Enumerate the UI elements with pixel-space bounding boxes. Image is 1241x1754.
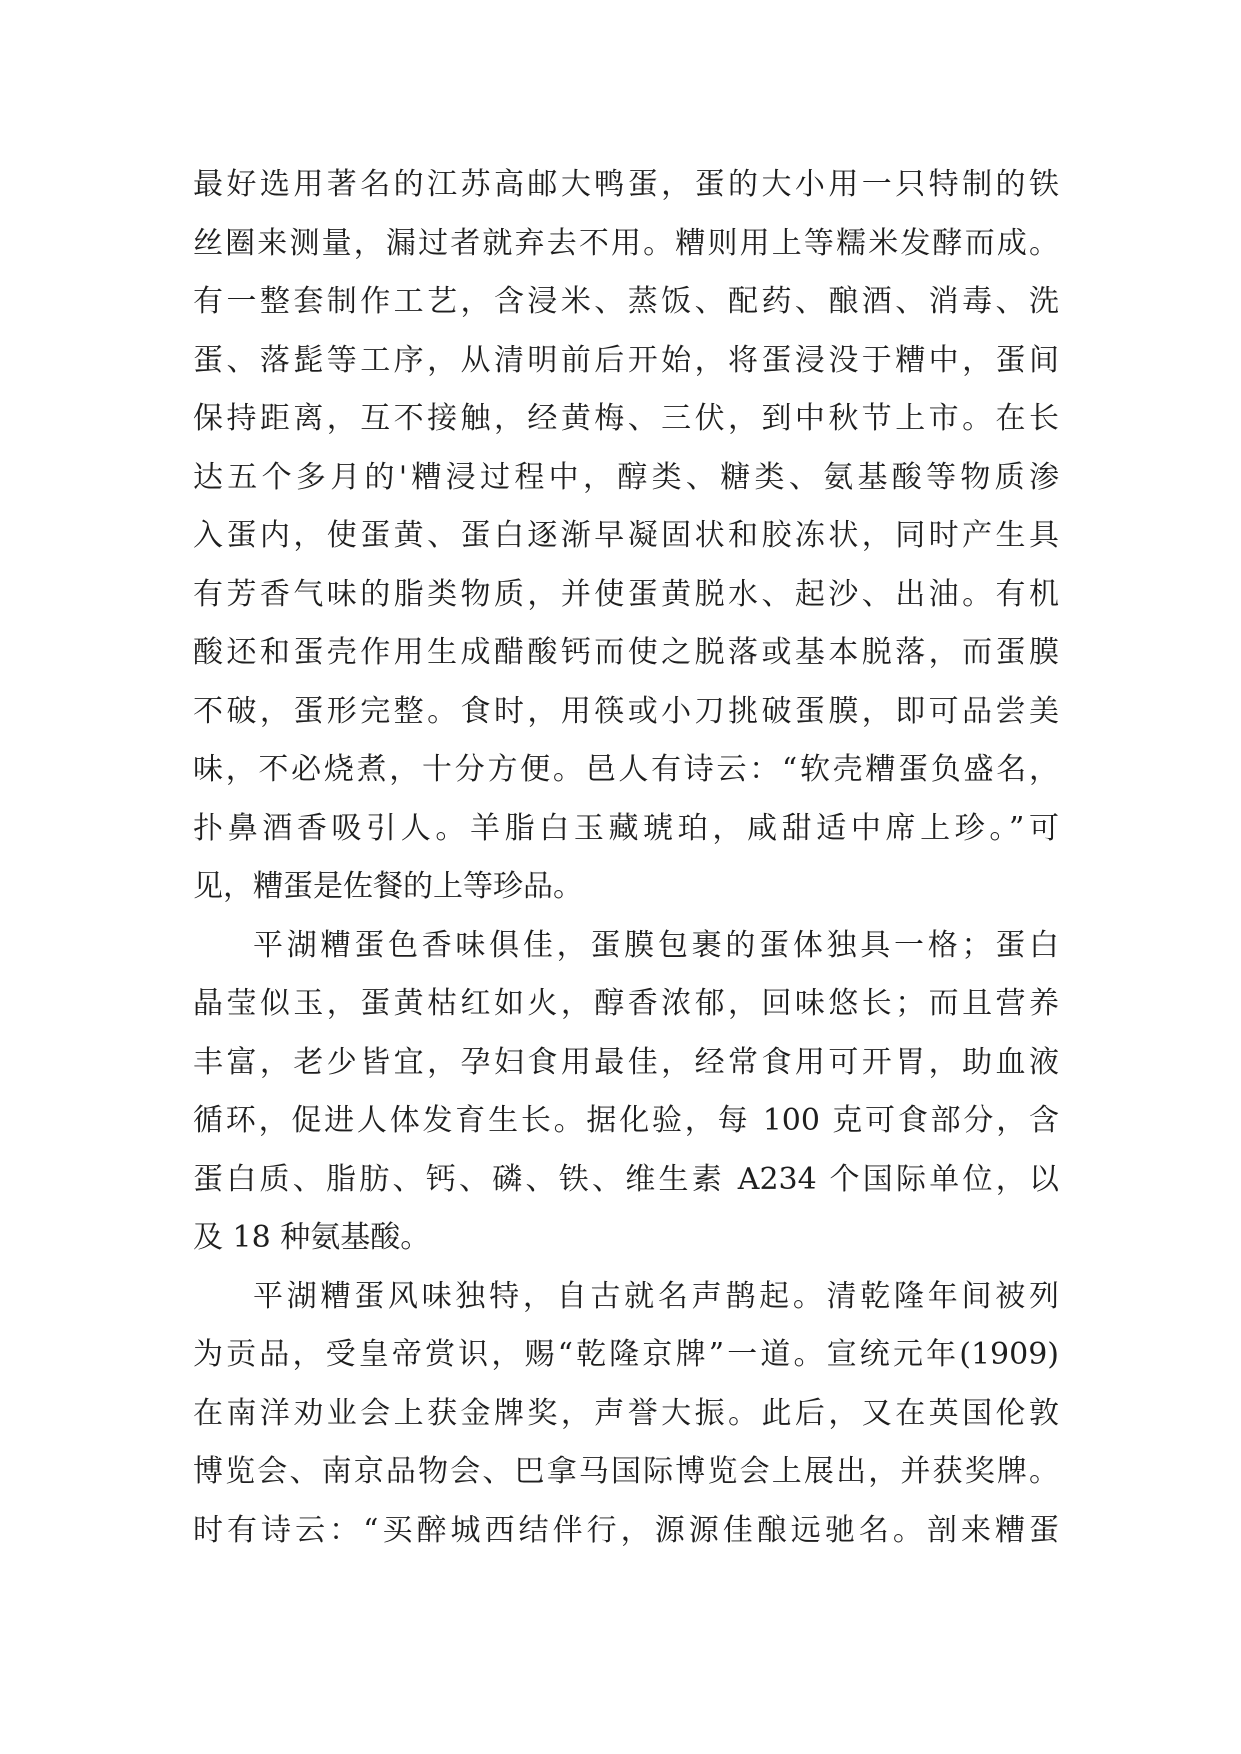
text-line: 在南洋劝业会上获金牌奖，声誉大振。此后，又在英国伦敦	[193, 1395, 1059, 1431]
text-line: 博览会、南京品物会、巴拿马国际博览会上展出，并获奖牌。	[193, 1454, 1059, 1489]
text-line: 有一整套制作工艺，含浸米、蒸饭、配药、酿酒、消毒、洗	[193, 284, 1059, 319]
text-line: 见，糟蛋是佐餐的上等珍品。	[193, 869, 583, 904]
paragraph-continuation	[193, 156, 1059, 917]
paragraph-history	[193, 1268, 1059, 1561]
text-line: 酸还和蛋壳作用生成醋酸钙而使之脱落或基本脱落，而蛋膜	[193, 635, 1059, 670]
text-line: 最好选用著名的江苏高邮大鸭蛋，蛋的大小用一只特制的铁	[193, 167, 1059, 202]
document-body	[193, 156, 1059, 1560]
text-line: 及 18 种氨基酸。	[193, 1220, 431, 1255]
text-line: 达五个多月的'糟浸过程中，醇类、糖类、氨基酸等物质渗	[193, 459, 1059, 495]
text-line: 扑鼻酒香吸引人。羊脂白玉藏琥珀，咸甜适中席上珍。”可	[193, 810, 1059, 846]
paragraph-nutrition	[193, 917, 1059, 1268]
text-line: 丝圈来测量，漏过者就弃去不用。糟则用上等糯米发酵而成。	[193, 225, 1059, 261]
text-line: 晶莹似玉，蛋黄枯红如火，醇香浓郁，回味悠长；而且营养	[193, 986, 1059, 1021]
text-line: 丰富，老少皆宜，孕妇食用最佳，经常食用可开胃，助血液	[193, 1044, 1059, 1080]
text-line: 味，不必烧煮，十分方便。邑人有诗云：“软壳糟蛋负盛名，	[193, 752, 1059, 787]
text-line: 蛋白质、脂肪、钙、磷、铁、维生素 A234 个国际单位，以	[193, 1161, 1059, 1197]
text-line: 为贡品，受皇帝赏识，赐“乾隆京牌”一道。宣统元年(1909)	[193, 1337, 1059, 1372]
text-line: 平湖糟蛋色香味俱佳，蛋膜包裹的蛋体独具一格；蛋白	[253, 927, 1059, 963]
text-line: 循环，促进人体发育生长。据化验，每 100 克可食部分，含	[193, 1103, 1059, 1138]
text-line: 不破，蛋形完整。食时，用筷或小刀挑破蛋膜，即可品尝美	[193, 693, 1059, 729]
text-line: 平湖糟蛋风味独特，自古就名声鹊起。清乾隆年间被列	[253, 1278, 1059, 1314]
text-line: 保持距离，互不接触，经黄梅、三伏，到中秋节上市。在长	[193, 401, 1059, 436]
text-line: 有芳香气味的脂类物质，并使蛋黄脱水、起沙、出油。有机	[193, 576, 1059, 612]
text-line: 入蛋内，使蛋黄、蛋白逐渐早凝固状和胶冻状，同时产生具	[193, 518, 1059, 553]
text-line: 蛋、落髭等工序，从清明前后开始，将蛋浸没于糟中，蛋间	[193, 342, 1059, 378]
text-line: 时有诗云：“买醉城西结伴行，源源佳酿远驰名。剖来糟蛋	[193, 1512, 1059, 1548]
